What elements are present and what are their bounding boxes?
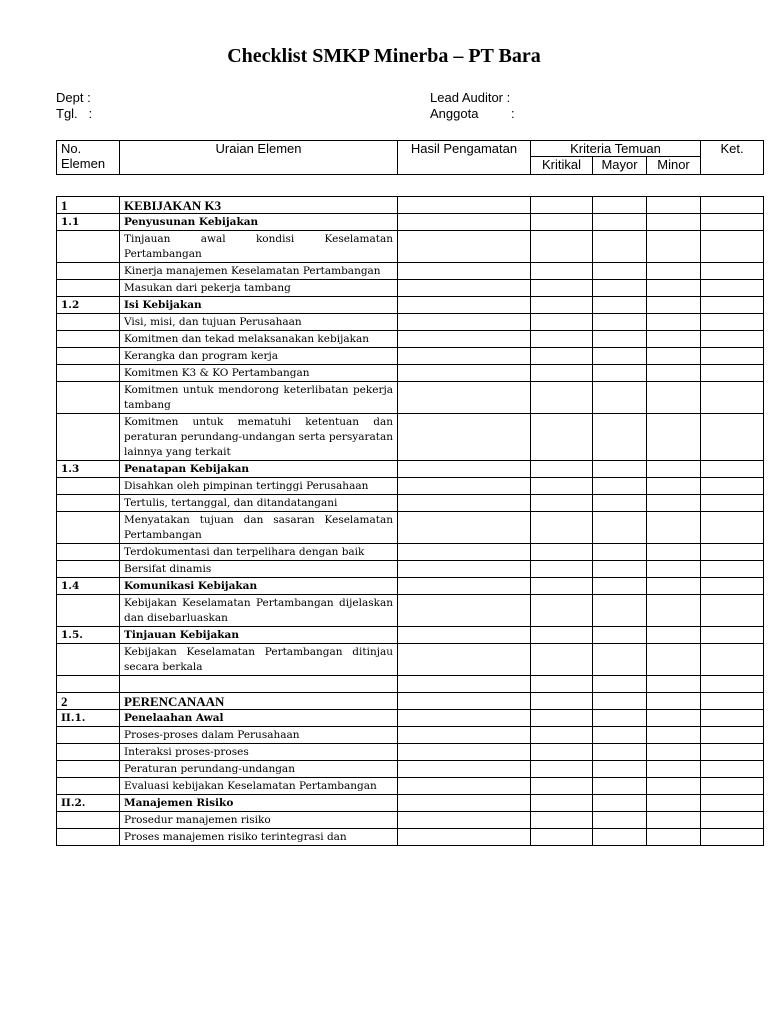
item-row xyxy=(57,561,764,578)
element-description: KEBIJAKAN K3 xyxy=(120,197,398,214)
kritikal-cell[interactable] xyxy=(531,644,593,676)
header-minor: Minor xyxy=(647,157,701,175)
item-row xyxy=(57,727,764,744)
item-row xyxy=(57,544,764,561)
element-description: PERENCANAAN xyxy=(120,693,398,710)
subsection-row xyxy=(57,297,764,314)
hasil-cell[interactable] xyxy=(398,263,531,280)
ket-cell[interactable] xyxy=(701,297,764,314)
mayor-cell[interactable] xyxy=(593,331,647,348)
element-number xyxy=(57,478,120,495)
mayor-cell[interactable] xyxy=(593,727,647,744)
minor-cell[interactable] xyxy=(647,595,701,627)
hasil-cell[interactable] xyxy=(398,761,531,778)
mayor-cell[interactable] xyxy=(593,744,647,761)
ket-cell[interactable] xyxy=(701,744,764,761)
mayor-cell[interactable] xyxy=(593,812,647,829)
element-description: Visi, misi, dan tujuan Perusahaan xyxy=(120,314,398,331)
element-number: II.2. xyxy=(57,795,120,812)
subsection-row xyxy=(57,214,764,231)
element-description: Komitmen K3 & KO Pertambangan xyxy=(120,365,398,382)
mayor-cell[interactable] xyxy=(593,561,647,578)
element-number: 1.2 xyxy=(57,297,120,314)
element-description: Kerangka dan program kerja xyxy=(120,348,398,365)
mayor-cell[interactable] xyxy=(593,761,647,778)
mayor-cell[interactable] xyxy=(593,495,647,512)
hasil-cell[interactable] xyxy=(398,578,531,595)
element-description: Manajemen Risiko xyxy=(120,795,398,812)
ket-cell[interactable] xyxy=(701,331,764,348)
element-description: Interaksi proses-proses xyxy=(120,744,398,761)
minor-cell[interactable] xyxy=(647,829,701,846)
kritikal-cell[interactable] xyxy=(531,778,593,795)
element-description: Kebijakan Keselamatan Pertambangan ditinjau secara berkala xyxy=(120,644,398,676)
ket-cell[interactable] xyxy=(701,382,764,414)
hasil-cell[interactable] xyxy=(398,744,531,761)
kritikal-cell[interactable] xyxy=(531,414,593,461)
hasil-cell[interactable] xyxy=(398,314,531,331)
header-uraian: Uraian Elemen xyxy=(120,141,398,175)
element-number xyxy=(57,512,120,544)
minor-cell[interactable] xyxy=(647,812,701,829)
minor-cell[interactable] xyxy=(647,744,701,761)
hasil-cell[interactable] xyxy=(398,795,531,812)
kritikal-cell[interactable] xyxy=(531,710,593,727)
lead-auditor-label: Lead Auditor : xyxy=(430,90,511,105)
kritikal-cell[interactable] xyxy=(531,744,593,761)
ket-cell[interactable] xyxy=(701,461,764,478)
kritikal-cell[interactable] xyxy=(531,297,593,314)
hasil-cell[interactable] xyxy=(398,544,531,561)
hasil-cell[interactable] xyxy=(398,812,531,829)
mayor-cell[interactable] xyxy=(593,297,647,314)
ket-cell[interactable] xyxy=(701,710,764,727)
anggota-label: Anggota : xyxy=(430,106,515,121)
hasil-cell[interactable] xyxy=(398,595,531,627)
element-number xyxy=(57,544,120,561)
hasil-cell[interactable] xyxy=(398,331,531,348)
element-description: Penelaahan Awal xyxy=(120,710,398,727)
item-row xyxy=(57,231,764,263)
element-number xyxy=(57,495,120,512)
ket-cell[interactable] xyxy=(701,414,764,461)
item-row xyxy=(57,812,764,829)
item-row xyxy=(57,263,764,280)
minor-cell[interactable] xyxy=(647,197,701,214)
item-row xyxy=(57,829,764,846)
ket-cell[interactable] xyxy=(701,197,764,214)
subsection-row xyxy=(57,795,764,812)
hasil-cell[interactable] xyxy=(398,512,531,544)
minor-cell[interactable] xyxy=(647,795,701,812)
element-description: Kebijakan Keselamatan Pertambangan dijelaskan dan disebarluaskan xyxy=(120,595,398,627)
element-description: Bersifat dinamis xyxy=(120,561,398,578)
minor-cell[interactable] xyxy=(647,263,701,280)
minor-cell[interactable] xyxy=(647,561,701,578)
dept-label: Dept : xyxy=(56,90,91,105)
hasil-cell[interactable] xyxy=(398,727,531,744)
kritikal-cell[interactable] xyxy=(531,478,593,495)
item-row xyxy=(57,478,764,495)
ket-cell[interactable] xyxy=(701,727,764,744)
mayor-cell[interactable] xyxy=(593,544,647,561)
hasil-cell[interactable] xyxy=(398,478,531,495)
ket-cell[interactable] xyxy=(701,512,764,544)
mayor-cell[interactable] xyxy=(593,365,647,382)
hasil-cell[interactable] xyxy=(398,348,531,365)
kritikal-cell[interactable] xyxy=(531,727,593,744)
element-number xyxy=(57,727,120,744)
header-kritikal: Kritikal xyxy=(531,157,593,175)
mayor-cell[interactable] xyxy=(593,795,647,812)
element-description: Proses-proses dalam Perusahaan xyxy=(120,727,398,744)
mayor-cell[interactable] xyxy=(593,280,647,297)
element-number xyxy=(57,263,120,280)
hasil-cell[interactable] xyxy=(398,693,531,710)
element-number xyxy=(57,761,120,778)
minor-cell[interactable] xyxy=(647,478,701,495)
kritikal-cell[interactable] xyxy=(531,512,593,544)
section-row xyxy=(57,197,764,214)
minor-cell[interactable] xyxy=(647,512,701,544)
item-row xyxy=(57,744,764,761)
kritikal-cell[interactable] xyxy=(531,812,593,829)
element-description: Masukan dari pekerja tambang xyxy=(120,280,398,297)
kritikal-cell[interactable] xyxy=(531,561,593,578)
hasil-cell[interactable] xyxy=(398,676,531,693)
hasil-cell[interactable] xyxy=(398,231,531,263)
item-row xyxy=(57,365,764,382)
minor-cell[interactable] xyxy=(647,214,701,231)
mayor-cell[interactable] xyxy=(593,644,647,676)
mayor-cell[interactable] xyxy=(593,197,647,214)
element-description: Evaluasi kebijakan Keselamatan Pertambangan xyxy=(120,778,398,795)
minor-cell[interactable] xyxy=(647,461,701,478)
minor-cell[interactable] xyxy=(647,382,701,414)
element-number: 1.3 xyxy=(57,461,120,478)
checklist-body xyxy=(57,197,764,846)
document-title: Checklist SMKP Minerba – PT Bara xyxy=(227,45,541,67)
element-number xyxy=(57,829,120,846)
header-kriteria: Kriteria Temuan xyxy=(531,141,701,157)
mayor-cell[interactable] xyxy=(593,382,647,414)
checklist-table xyxy=(56,196,764,846)
item-row xyxy=(57,595,764,627)
mayor-cell[interactable] xyxy=(593,348,647,365)
element-description: Kinerja manajemen Keselamatan Pertambangan xyxy=(120,263,398,280)
ket-cell[interactable] xyxy=(701,578,764,595)
hasil-cell[interactable] xyxy=(398,561,531,578)
ket-cell[interactable] xyxy=(701,595,764,627)
element-number xyxy=(57,365,120,382)
minor-cell[interactable] xyxy=(647,727,701,744)
element-description: Menyatakan tujuan dan sasaran Keselamatan Pertambangan xyxy=(120,512,398,544)
minor-cell[interactable] xyxy=(647,578,701,595)
mayor-cell[interactable] xyxy=(593,414,647,461)
header-table xyxy=(56,140,764,175)
minor-cell[interactable] xyxy=(647,280,701,297)
mayor-cell[interactable] xyxy=(593,627,647,644)
header-hasil: Hasil Pengamatan xyxy=(398,141,531,175)
kritikal-cell[interactable] xyxy=(531,214,593,231)
element-number xyxy=(57,778,120,795)
mayor-cell[interactable] xyxy=(593,578,647,595)
element-number xyxy=(57,414,120,461)
ket-cell[interactable] xyxy=(701,561,764,578)
element-number xyxy=(57,280,120,297)
header-ket: Ket. xyxy=(701,141,764,175)
hasil-cell[interactable] xyxy=(398,829,531,846)
minor-cell[interactable] xyxy=(647,365,701,382)
kritikal-cell[interactable] xyxy=(531,761,593,778)
mayor-cell[interactable] xyxy=(593,263,647,280)
element-number xyxy=(57,331,120,348)
ket-cell[interactable] xyxy=(701,280,764,297)
item-row xyxy=(57,280,764,297)
kritikal-cell[interactable] xyxy=(531,461,593,478)
minor-cell[interactable] xyxy=(647,644,701,676)
element-number xyxy=(57,595,120,627)
kritikal-cell[interactable] xyxy=(531,331,593,348)
element-number xyxy=(57,561,120,578)
subsection-row xyxy=(57,627,764,644)
kritikal-cell[interactable] xyxy=(531,280,593,297)
mayor-cell[interactable] xyxy=(593,829,647,846)
element-description: Prosedur manajemen risiko xyxy=(120,812,398,829)
mayor-cell[interactable] xyxy=(593,461,647,478)
element-description: Tinjauan Kebijakan xyxy=(120,627,398,644)
meta-left xyxy=(56,90,92,122)
element-description: Komitmen dan tekad melaksanakan kebijakan xyxy=(120,331,398,348)
kritikal-cell[interactable] xyxy=(531,578,593,595)
element-description: Komunikasi Kebijakan xyxy=(120,578,398,595)
mayor-cell[interactable] xyxy=(593,314,647,331)
kritikal-cell[interactable] xyxy=(531,348,593,365)
kritikal-cell[interactable] xyxy=(531,676,593,693)
item-row xyxy=(57,761,764,778)
element-description: Isi Kebijakan xyxy=(120,297,398,314)
ket-cell[interactable] xyxy=(701,478,764,495)
element-number xyxy=(57,382,120,414)
kritikal-cell[interactable] xyxy=(531,627,593,644)
element-number: 1.4 xyxy=(57,578,120,595)
mayor-cell[interactable] xyxy=(593,595,647,627)
item-row xyxy=(57,778,764,795)
ket-cell[interactable] xyxy=(701,829,764,846)
kritikal-cell[interactable] xyxy=(531,231,593,263)
element-description: Komitmen untuk mendorong keterlibatan pekerja tambang xyxy=(120,382,398,414)
kritikal-cell[interactable] xyxy=(531,365,593,382)
ket-cell[interactable] xyxy=(701,314,764,331)
minor-cell[interactable] xyxy=(647,495,701,512)
kritikal-cell[interactable] xyxy=(531,495,593,512)
element-number xyxy=(57,744,120,761)
element-number xyxy=(57,812,120,829)
hasil-cell[interactable] xyxy=(398,627,531,644)
element-description: Disahkan oleh pimpinan tertinggi Perusahaan xyxy=(120,478,398,495)
element-description: Penyusunan Kebijakan xyxy=(120,214,398,231)
header-no-elemen: No. Elemen xyxy=(57,141,120,175)
minor-cell[interactable] xyxy=(647,231,701,263)
element-number xyxy=(57,231,120,263)
element-description: Terdokumentasi dan terpelihara dengan baik xyxy=(120,544,398,561)
ket-cell[interactable] xyxy=(701,795,764,812)
element-description: Peraturan perundang-undangan xyxy=(120,761,398,778)
kritikal-cell[interactable] xyxy=(531,314,593,331)
element-description: Komitmen untuk mematuhi ketentuan dan peraturan perundang-undangan serta persyaratan lainnya yang terkait xyxy=(120,414,398,461)
hasil-cell[interactable] xyxy=(398,644,531,676)
meta-right xyxy=(430,90,515,122)
minor-cell[interactable] xyxy=(647,676,701,693)
hasil-cell[interactable] xyxy=(398,214,531,231)
minor-cell[interactable] xyxy=(647,761,701,778)
hasil-cell[interactable] xyxy=(398,365,531,382)
hasil-cell[interactable] xyxy=(398,414,531,461)
item-row xyxy=(57,512,764,544)
item-row xyxy=(57,314,764,331)
element-description: Tinjauan awal kondisi Keselamatan Pertambangan xyxy=(120,231,398,263)
element-number: II.1. xyxy=(57,710,120,727)
hasil-cell[interactable] xyxy=(398,197,531,214)
item-row xyxy=(57,495,764,512)
hasil-cell[interactable] xyxy=(398,382,531,414)
element-description xyxy=(120,676,398,693)
item-row xyxy=(57,644,764,676)
element-number xyxy=(57,314,120,331)
kritikal-cell[interactable] xyxy=(531,795,593,812)
ket-cell[interactable] xyxy=(701,495,764,512)
hasil-cell[interactable] xyxy=(398,710,531,727)
mayor-cell[interactable] xyxy=(593,478,647,495)
ket-cell[interactable] xyxy=(701,365,764,382)
mayor-cell[interactable] xyxy=(593,778,647,795)
hasil-cell[interactable] xyxy=(398,495,531,512)
mayor-cell[interactable] xyxy=(593,231,647,263)
ket-cell[interactable] xyxy=(701,693,764,710)
ket-cell[interactable] xyxy=(701,761,764,778)
ket-cell[interactable] xyxy=(701,627,764,644)
mayor-cell[interactable] xyxy=(593,512,647,544)
mayor-cell[interactable] xyxy=(593,693,647,710)
element-number xyxy=(57,348,120,365)
element-description: Penatapan Kebijakan xyxy=(120,461,398,478)
hasil-cell[interactable] xyxy=(398,297,531,314)
minor-cell[interactable] xyxy=(647,693,701,710)
mayor-cell[interactable] xyxy=(593,214,647,231)
ket-cell[interactable] xyxy=(701,231,764,263)
minor-cell[interactable] xyxy=(647,778,701,795)
element-number: 1 xyxy=(57,197,120,214)
item-row xyxy=(57,331,764,348)
kritikal-cell[interactable] xyxy=(531,197,593,214)
hasil-cell[interactable] xyxy=(398,461,531,478)
section-row xyxy=(57,693,764,710)
tgl-label: Tgl. : xyxy=(56,106,93,121)
element-number: 1.1 xyxy=(57,214,120,231)
minor-cell[interactable] xyxy=(647,544,701,561)
element-number: 2 xyxy=(57,693,120,710)
minor-cell[interactable] xyxy=(647,331,701,348)
kritikal-cell[interactable] xyxy=(531,829,593,846)
subsection-row xyxy=(57,710,764,727)
minor-cell[interactable] xyxy=(647,348,701,365)
minor-cell[interactable] xyxy=(647,710,701,727)
subsection-row xyxy=(57,461,764,478)
ket-cell[interactable] xyxy=(701,348,764,365)
ket-cell[interactable] xyxy=(701,214,764,231)
ket-cell[interactable] xyxy=(701,644,764,676)
element-description: Proses manajemen risiko terintegrasi dan xyxy=(120,829,398,846)
kritikal-cell[interactable] xyxy=(531,544,593,561)
mayor-cell[interactable] xyxy=(593,710,647,727)
blank-row xyxy=(57,676,764,693)
element-number xyxy=(57,676,120,693)
hasil-cell[interactable] xyxy=(398,778,531,795)
ket-cell[interactable] xyxy=(701,812,764,829)
ket-cell[interactable] xyxy=(701,778,764,795)
ket-cell[interactable] xyxy=(701,544,764,561)
minor-cell[interactable] xyxy=(647,297,701,314)
minor-cell[interactable] xyxy=(647,414,701,461)
element-number xyxy=(57,644,120,676)
item-row xyxy=(57,348,764,365)
kritikal-cell[interactable] xyxy=(531,595,593,627)
element-description: Tertulis, tertanggal, dan ditandatangani xyxy=(120,495,398,512)
ket-cell[interactable] xyxy=(701,676,764,693)
element-number: 1.5. xyxy=(57,627,120,644)
kritikal-cell[interactable] xyxy=(531,263,593,280)
kritikal-cell[interactable] xyxy=(531,693,593,710)
minor-cell[interactable] xyxy=(647,314,701,331)
item-row xyxy=(57,382,764,414)
item-row xyxy=(57,414,764,461)
header-mayor: Mayor xyxy=(593,157,647,175)
kritikal-cell[interactable] xyxy=(531,382,593,414)
subsection-row xyxy=(57,578,764,595)
mayor-cell[interactable] xyxy=(593,676,647,693)
hasil-cell[interactable] xyxy=(398,280,531,297)
minor-cell[interactable] xyxy=(647,627,701,644)
ket-cell[interactable] xyxy=(701,263,764,280)
